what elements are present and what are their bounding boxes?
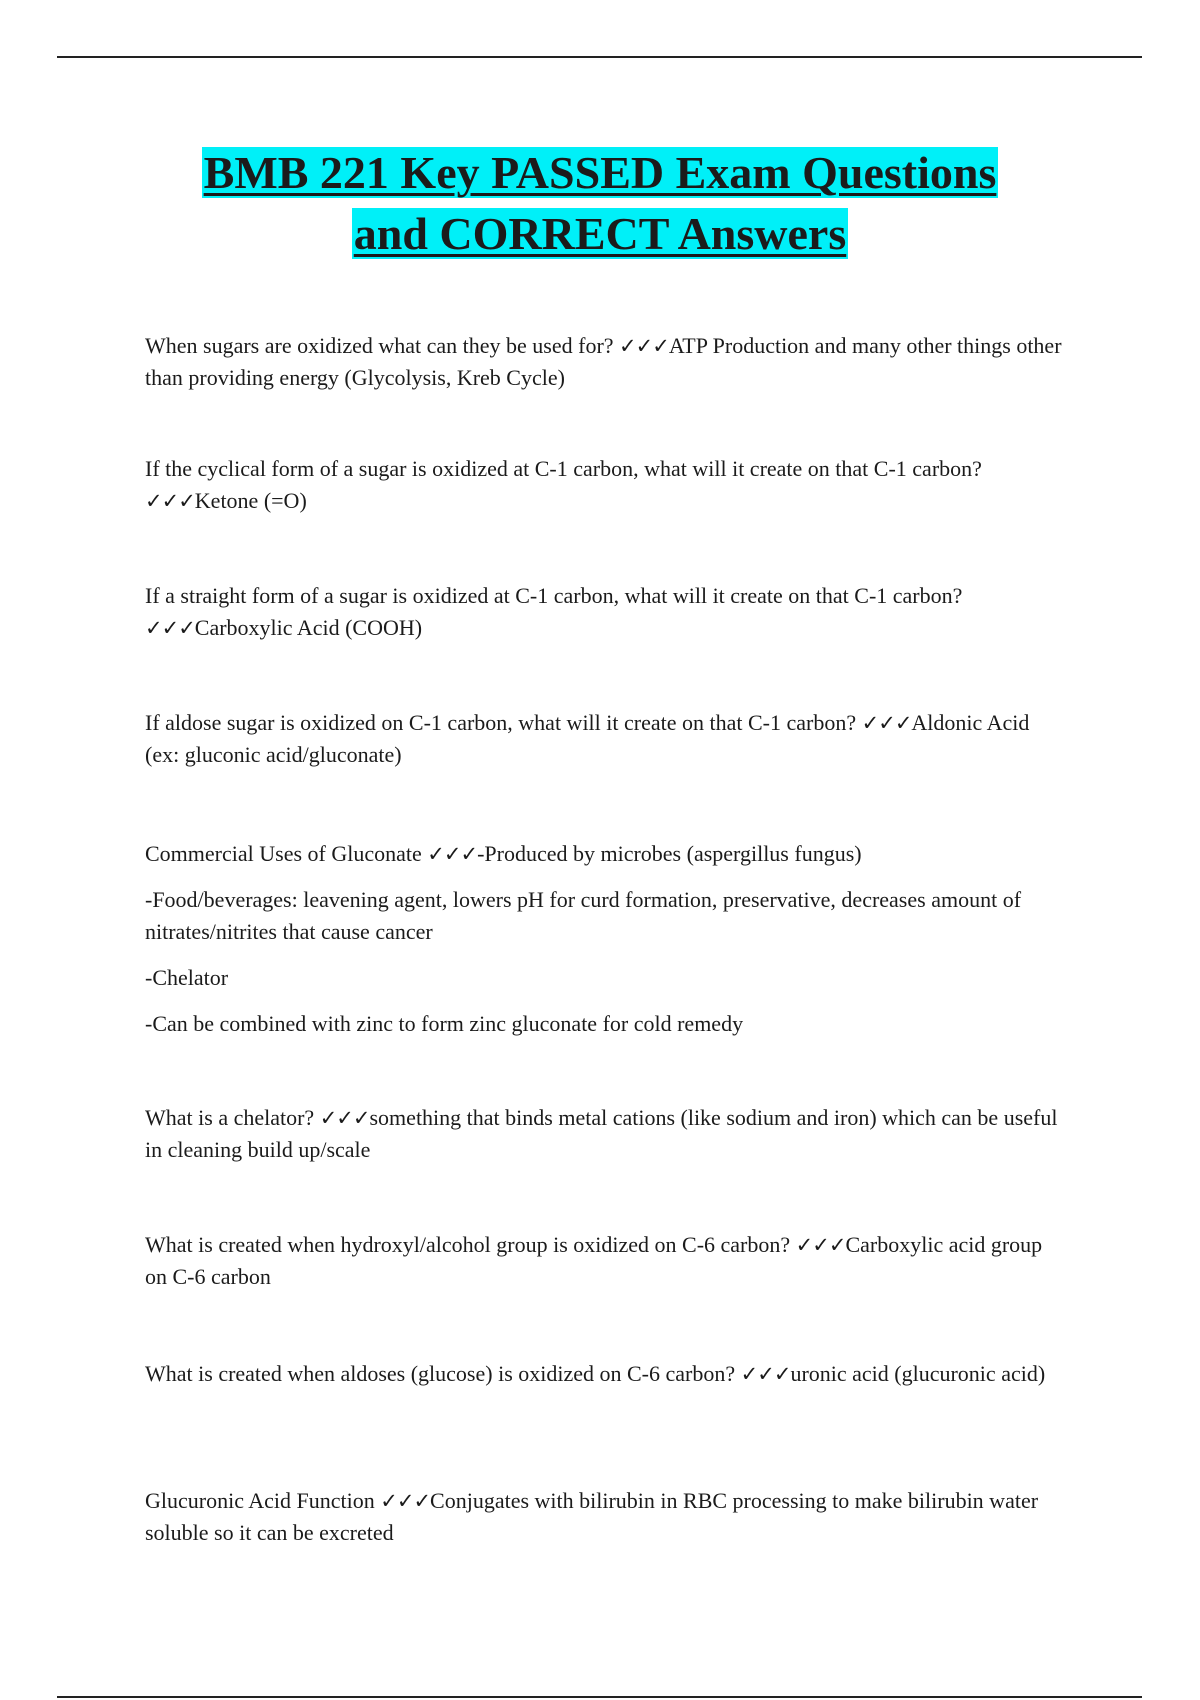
question-text: Commercial Uses of Gluconate [145, 841, 428, 866]
check-marks-icon: ✓✓✓ [740, 1362, 791, 1386]
qa-item-4 [145, 707, 1065, 771]
check-marks-icon: ✓✓✓ [795, 1233, 846, 1257]
qa-item-5 [145, 838, 1065, 1040]
check-marks-icon: ✓✓✓ [861, 711, 912, 735]
page-title [100, 142, 1100, 264]
qa-item-8 [145, 1358, 1065, 1390]
answer-text: Carboxylic Acid (COOH) [194, 615, 423, 640]
qa-item-7 [145, 1229, 1065, 1293]
question-text: What is created when aldoses (glucose) is oxidized on C-6 carbon? [145, 1361, 741, 1386]
check-marks-icon: ✓✓✓ [319, 1106, 370, 1130]
answer-text: Aldonic Acid (ex: gluconic acid/gluconate) [145, 710, 1030, 767]
answer-text: Carboxylic acid group on C-6 carbon [145, 1232, 1043, 1289]
answer-text: Ketone (=O) [194, 488, 307, 513]
check-marks-icon: ✓✓✓ [427, 842, 478, 866]
answer-text: something that binds metal cations (like sodium and iron) which can be useful in cleaning build up/scale [145, 1105, 1058, 1162]
answer-extra-line: -Chelator [145, 965, 229, 990]
question-text: What is a chelator? [145, 1105, 320, 1130]
question-text: When sugars are oxidized what can they be used for? [145, 333, 620, 358]
qa-item-3 [145, 580, 1065, 644]
answer-text: uronic acid (glucuronic acid) [790, 1361, 1046, 1386]
answer-text: ATP Production and many other things other than providing energy (Glycolysis, Kreb Cycle) [145, 333, 1062, 390]
question-text: What is created when hydroxyl/alcohol group is oxidized on C-6 carbon? [145, 1232, 796, 1257]
title-line-1: BMB 221 Key PASSED Exam Questions [203, 147, 997, 198]
question-text: If a straight form of a sugar is oxidized at C-1 carbon, what will it create on that C-1 carbon? [145, 583, 963, 608]
title-line-2: and CORRECT Answers [353, 208, 847, 259]
top-rule [57, 56, 1142, 58]
qa-item-2 [145, 453, 1065, 517]
check-marks-icon: ✓✓✓ [145, 616, 195, 640]
answer-text: -Produced by microbes (aspergillus fungus) [477, 841, 862, 866]
bottom-rule [57, 1696, 1142, 1698]
question-text: Glucuronic Acid Function [145, 1488, 381, 1513]
answer-extra-line: -Food/beverages: leavening agent, lowers pH for curd formation, preservative, decreases amount of nitrates/nitrites that cause cancer [145, 887, 1022, 944]
qa-item-9 [145, 1485, 1065, 1549]
answer-text: Conjugates with bilirubin in RBC processing to make bilirubin water soluble so it can be excreted [145, 1488, 1039, 1545]
question-text: If aldose sugar is oxidized on C-1 carbon, what will it create on that C-1 carbon? [145, 710, 862, 735]
qa-item-1 [145, 330, 1065, 394]
check-marks-icon: ✓✓✓ [619, 334, 669, 358]
qa-item-6 [145, 1102, 1065, 1166]
question-text: If the cyclical form of a sugar is oxidized at C-1 carbon, what will it create on that C-1 carbon? [145, 456, 982, 481]
check-marks-icon: ✓✓✓ [145, 489, 195, 513]
check-marks-icon: ✓✓✓ [380, 1489, 431, 1513]
answer-extra-line: -Can be combined with zinc to form zinc gluconate for cold remedy [145, 1011, 744, 1036]
